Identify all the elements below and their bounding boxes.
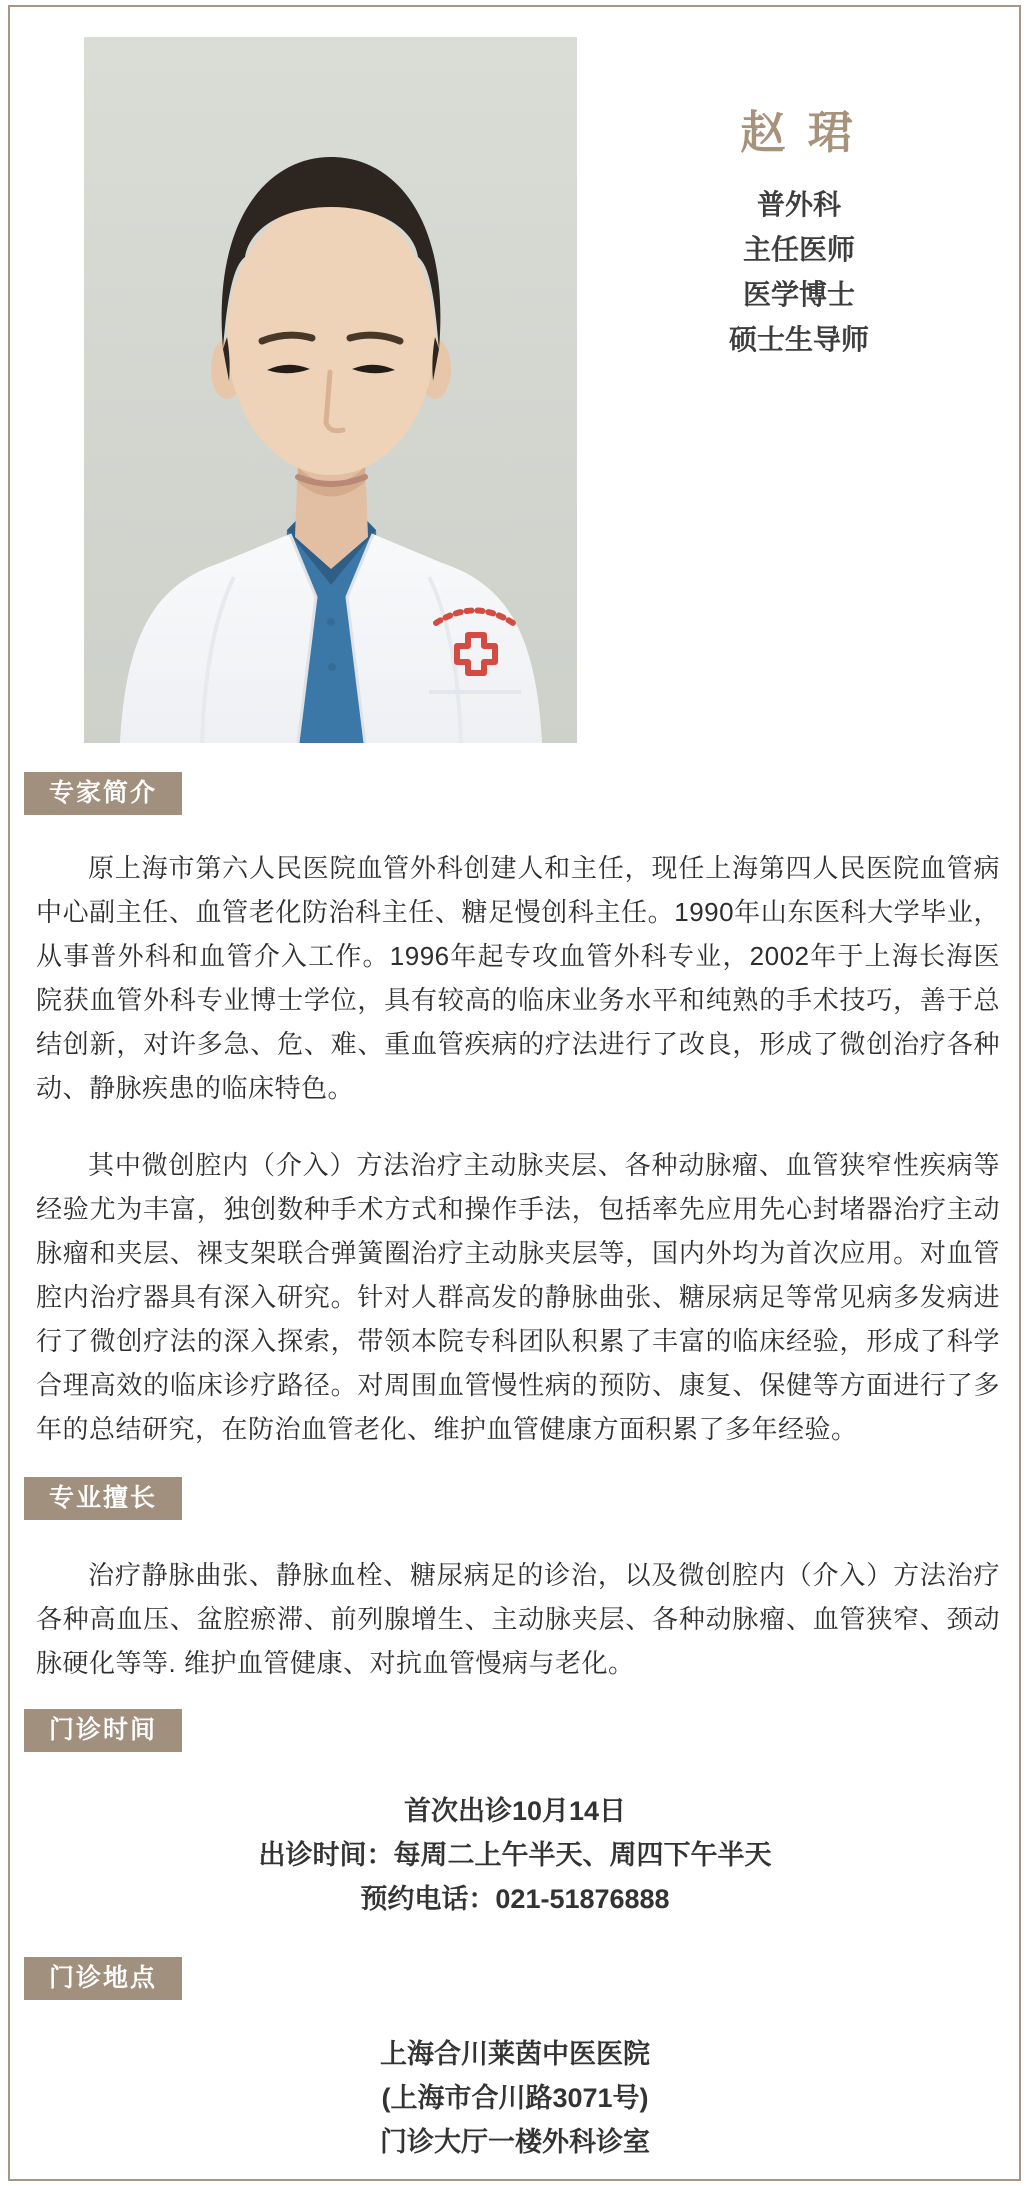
- doctor-photo: [84, 37, 577, 743]
- section-heading-clinic-time: 门诊时间: [24, 1709, 182, 1752]
- clinic-room: 门诊大厅一楼外科诊室: [380, 2127, 650, 2157]
- face: [227, 199, 435, 475]
- intro-paragraph-1: 原上海市第六人民医院血管外科创建人和主任，现任上海第四人民医院血管病中心副主任、血管老化防治科主任、糖足慢创科主任。1990年山东医科大学毕业，从事普外科和血管介入工作。1996年起专攻血管外科专业，2002年于上海长海医院获血管外科专业博士学位，具有较高的临床业务水平和纯熟的手术技巧，善于总结创新，对许多急、危、难、重血管疾病的疗法进行了改良，形成了微创治疗各种动、静脉疾患的临床特色。: [36, 853, 1000, 1103]
- doctor-titles: [577, 182, 1021, 362]
- section-heading-specialty: 专业擅长: [24, 1477, 182, 1520]
- doctor-info-panel: [577, 105, 1021, 362]
- doctor-title-department: 普外科: [756, 189, 841, 220]
- doctor-title-degree: 医学博士: [742, 279, 855, 310]
- doctor-portrait-illustration: [84, 37, 577, 743]
- first-visit-date: 首次出诊10月14日: [403, 1796, 627, 1826]
- section-heading-clinic-location: 门诊地点: [24, 1957, 182, 2000]
- hospital-name: 上海合川莱茵中医医院: [380, 2039, 650, 2069]
- doctor-title-rank: 主任医师: [742, 234, 855, 265]
- doctor-title-supervisor: 硕士生导师: [728, 324, 869, 355]
- visit-schedule: 出诊时间：每周二上午半天、周四下午半天: [258, 1840, 772, 1870]
- doctor-name: 赵 珺: [740, 107, 858, 158]
- booking-phone: 预约电话：021-51876888: [360, 1884, 670, 1914]
- specialty-paragraph: 治疗静脉曲张、静脉血栓、糖尿病足的诊治，以及微创腔内（介入）方法治疗各种高血压、盆腔瘀滞、前列腺增生、主动脉夹层、各种动脉瘤、血管狭窄、颈动脉硬化等等. 维护血管健康、对抗血管慢病与老化。: [36, 1560, 1000, 1678]
- intro-paragraph-2: 其中微创腔内（介入）方法治疗主动脉夹层、各种动脉瘤、血管狭窄性疾病等经验尤为丰富，独创数种手术方式和操作手法，包括率先应用先心封堵器治疗主动脉瘤和夹层、裸支架联合弹簧圈治疗主动脉夹层等，国内外均为首次应用。对血管腔内治疗器具有深入研究。针对人群高发的静脉曲张、糖尿病足等常见病多发病进行了微创疗法的深入探索，带领本院专科团队积累了丰富的临床经验，形成了科学合理高效的临床诊疗路径。对周围血管慢性病的预防、康复、保健等方面进行了多年的总结研究，在防治血管老化、维护血管健康方面积累了多年经验。: [36, 1150, 1000, 1444]
- clinic-time-info: [0, 1789, 1030, 1921]
- section-heading-expert-intro: 专家简介: [24, 772, 182, 815]
- clinic-location-info: [0, 2032, 1030, 2164]
- hospital-address: (上海市合川路3071号): [381, 2083, 649, 2113]
